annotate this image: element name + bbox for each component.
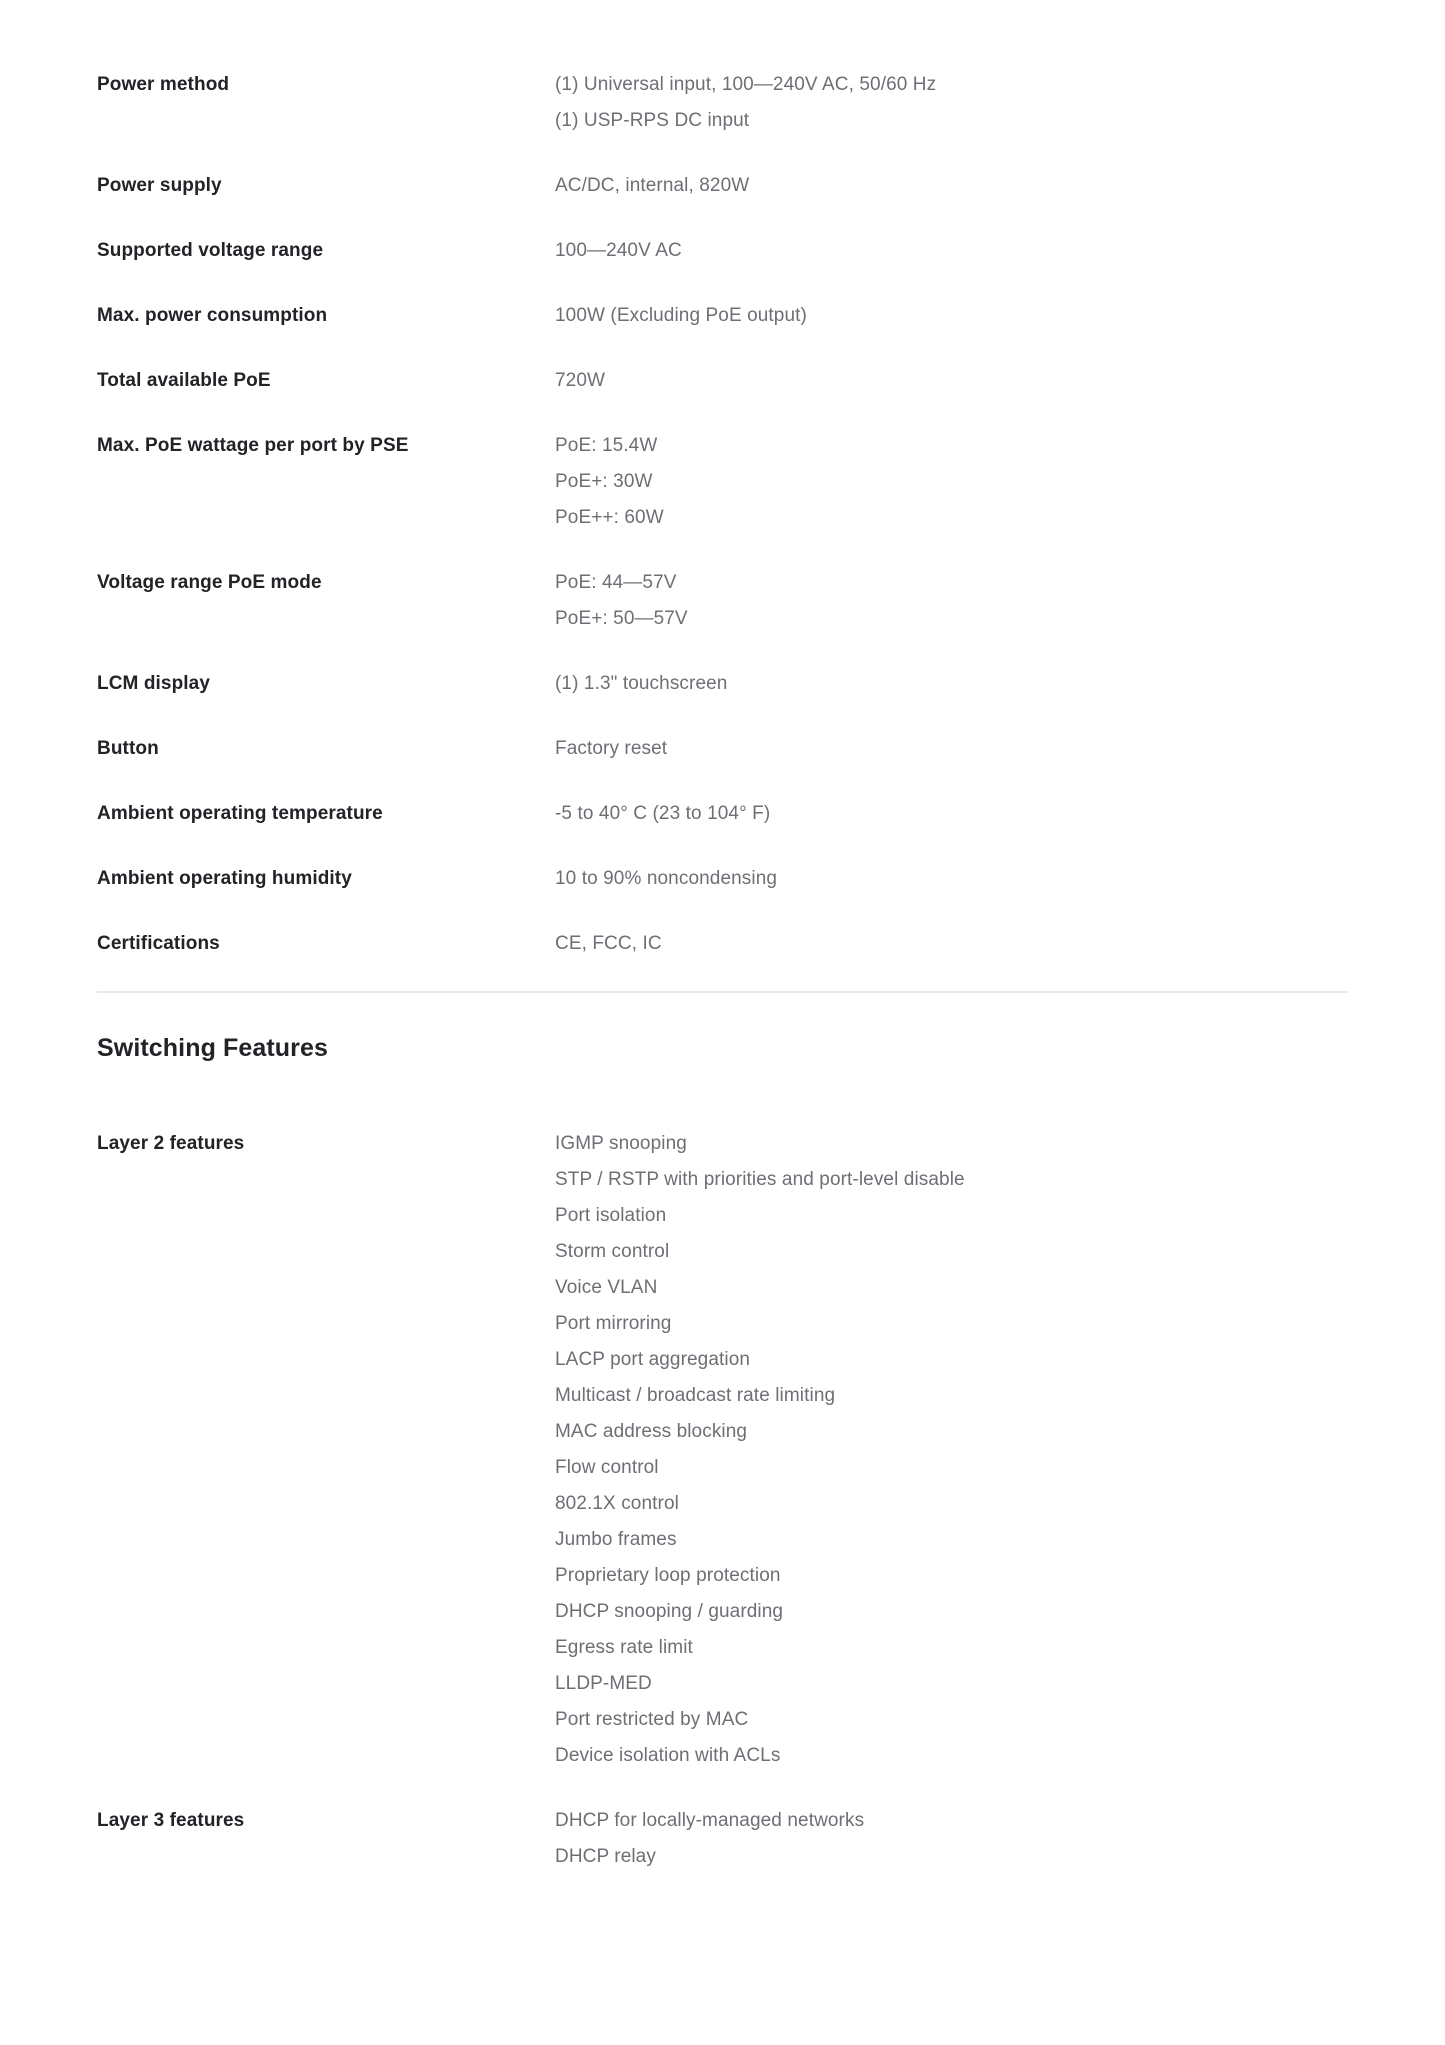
spec-value-line: LACP port aggregation	[555, 1349, 751, 1370]
spec-value-line: (1) 1.3" touchscreen	[555, 673, 728, 694]
spec-value-line: CE, FCC, IC	[555, 933, 662, 954]
spec-value-line: LLDP-MED	[555, 1673, 652, 1694]
spec-value-line: Storm control	[555, 1241, 670, 1262]
spec-row-values	[555, 926, 1348, 962]
spec-value-line: 720W	[555, 370, 606, 391]
spec-value-line: IGMP snooping	[555, 1133, 687, 1154]
spec-row	[97, 565, 1348, 637]
spec-row-values	[555, 861, 1348, 897]
spec-value-line: Factory reset	[555, 738, 668, 759]
spec-value-line: Voice VLAN	[555, 1277, 658, 1298]
spec-value-line: Port restricted by MAC	[555, 1709, 749, 1730]
spec-value-line: DHCP for locally-managed networks	[555, 1810, 865, 1831]
spec-value-line: PoE+: 30W	[555, 471, 653, 492]
spec-row	[97, 233, 1348, 269]
spec-row	[97, 666, 1348, 702]
spec-row-label: Supported voltage range	[97, 240, 324, 261]
spec-value-line: DHCP snooping / guarding	[555, 1601, 784, 1622]
spec-value-line: Port isolation	[555, 1205, 667, 1226]
spec-row-values	[555, 796, 1348, 832]
spec-value-line: 100—240V AC	[555, 240, 682, 261]
spec-row	[97, 861, 1348, 897]
spec-row	[97, 168, 1348, 204]
spec-value-line: Egress rate limit	[555, 1637, 693, 1658]
spec-value-line: -5 to 40° C (23 to 104° F)	[555, 803, 771, 824]
spec-row-values	[555, 565, 1348, 637]
spec-row-values	[555, 168, 1348, 204]
spec-row-label: Ambient operating humidity	[97, 868, 352, 889]
spec-row-label: Layer 2 features	[97, 1133, 245, 1154]
spec-value-line: Port mirroring	[555, 1313, 672, 1334]
spec-row-values	[555, 67, 1348, 139]
spec-row-label: Power method	[97, 74, 230, 95]
spec-value-line: PoE+: 50—57V	[555, 608, 688, 629]
spec-value-line: PoE: 44—57V	[555, 572, 677, 593]
spec-row-values	[555, 298, 1348, 334]
spec-value-line: 100W (Excluding PoE output)	[555, 305, 807, 326]
spec-row	[97, 731, 1348, 767]
spec-value-line: (1) USP-RPS DC input	[555, 110, 750, 131]
spec-row-values	[555, 428, 1348, 536]
spec-value-line: Flow control	[555, 1457, 659, 1478]
spec-row-values	[555, 233, 1348, 269]
spec-row-values	[555, 731, 1348, 767]
spec-row	[97, 1126, 1348, 1774]
spec-row-values	[555, 1803, 1348, 1875]
spec-row-values	[555, 363, 1348, 399]
spec-value-line: Proprietary loop protection	[555, 1565, 781, 1586]
spec-value-line: PoE: 15.4W	[555, 435, 658, 456]
spec-value-line: (1) Universal input, 100—240V AC, 50/60 Hz	[555, 74, 937, 95]
spec-value-line: STP / RSTP with priorities and port-level disable	[555, 1169, 965, 1190]
switching-features-table	[97, 1126, 1348, 1875]
spec-value-line: AC/DC, internal, 820W	[555, 175, 750, 196]
spec-row-label: Max. power consumption	[97, 305, 328, 326]
spec-value-line: 10 to 90% noncondensing	[555, 868, 778, 889]
spec-row	[97, 363, 1348, 399]
spec-value-line: Device isolation with ACLs	[555, 1745, 781, 1766]
spec-row	[97, 1803, 1348, 1875]
section-divider	[97, 991, 1348, 993]
spec-row	[97, 298, 1348, 334]
spec-value-line: Jumbo frames	[555, 1529, 677, 1550]
spec-row-label: Max. PoE wattage per port by PSE	[97, 435, 409, 456]
spec-value-line: 802.1X control	[555, 1493, 679, 1514]
spec-row	[97, 926, 1348, 962]
spec-row-label: Ambient operating temperature	[97, 803, 383, 824]
spec-row-values	[555, 666, 1348, 702]
spec-row-label: Power supply	[97, 175, 222, 196]
spec-row-label: Voltage range PoE mode	[97, 572, 322, 593]
switching-features-heading: Switching Features	[97, 1034, 329, 1062]
spec-row	[97, 796, 1348, 832]
hardware-spec-table	[97, 67, 1348, 962]
spec-value-line: PoE++: 60W	[555, 507, 664, 528]
spec-value-line: Multicast / broadcast rate limiting	[555, 1385, 836, 1406]
spec-row-values	[555, 1126, 1348, 1774]
spec-row-label: LCM display	[97, 673, 211, 694]
spec-row-label: Layer 3 features	[97, 1810, 245, 1831]
spec-value-line: DHCP relay	[555, 1846, 656, 1867]
spec-row-label: Button	[97, 738, 159, 759]
spec-row	[97, 428, 1348, 536]
spec-row-label: Total available PoE	[97, 370, 271, 391]
spec-value-line: MAC address blocking	[555, 1421, 748, 1442]
spec-row-label: Certifications	[97, 933, 220, 954]
spec-row	[97, 67, 1348, 139]
